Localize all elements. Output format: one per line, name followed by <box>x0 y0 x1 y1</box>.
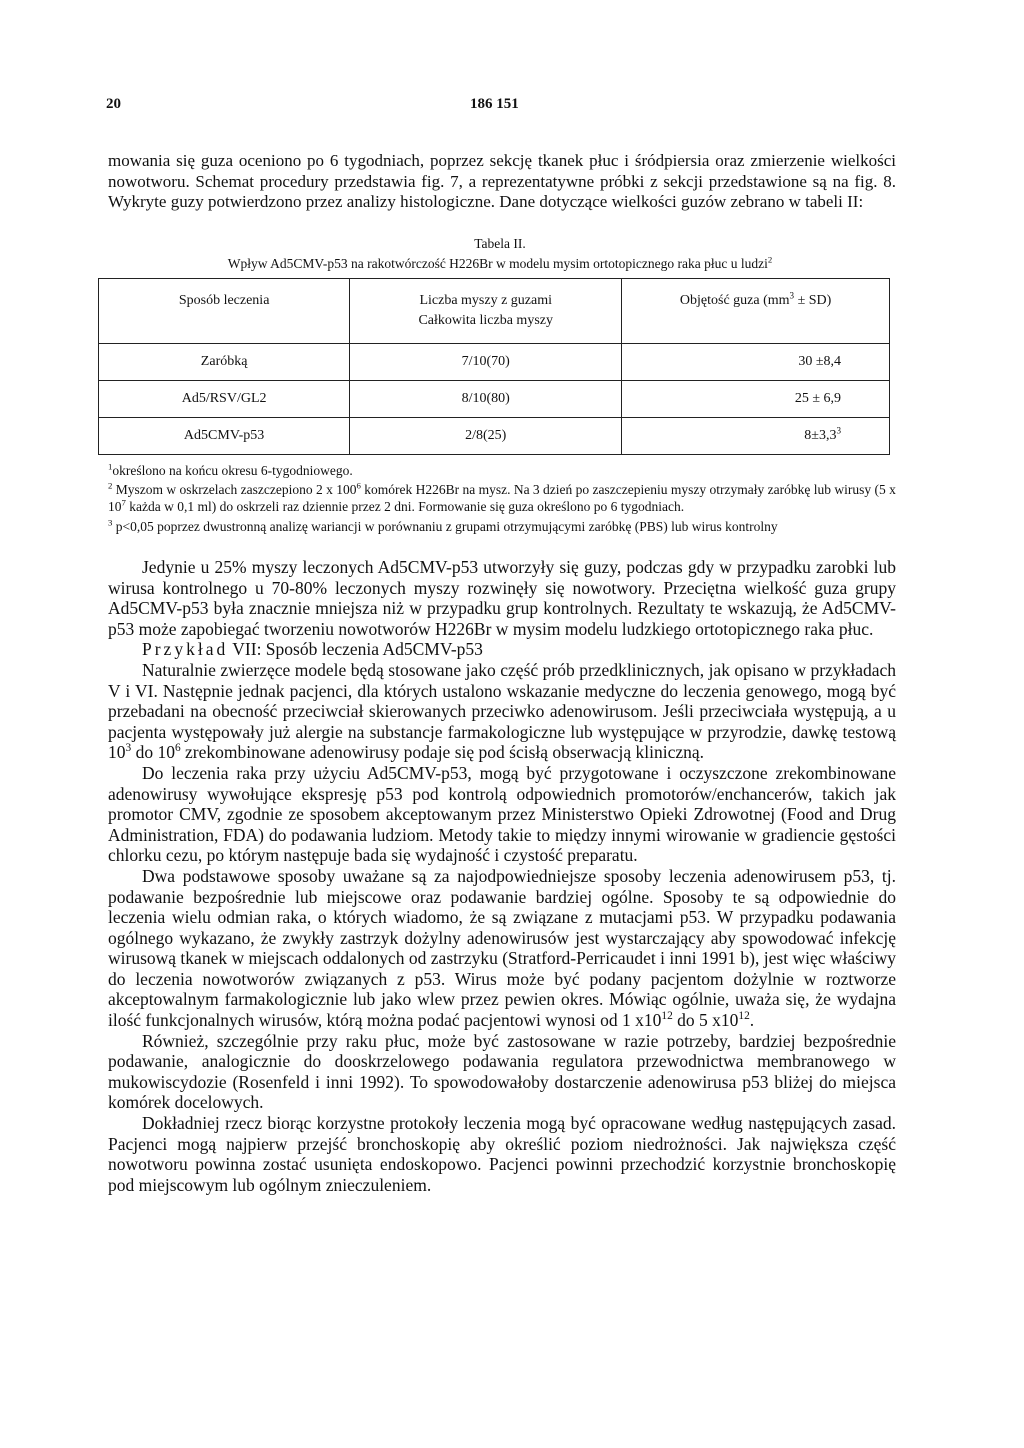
paragraph: Dokładniej rzecz biorąc korzystne protokoły leczenia mogą być opracowane według następujących zasad. Pacjenci mogą najpierw przejść bronchoskopię aby określić poziom niedrożności. Jak największa część nowotworu powinna zostać usunięta endoskopowo. Pacjenci powinni przechodzić korzystnie bronchoskopię pod miejscowym lub ogólnym znieczuleniem. <box>108 1113 896 1195</box>
footnote-sup: 6 <box>356 480 361 491</box>
paragraph-text: Dwa podstawowe sposoby uważane są za najodpowiedniejsze sposoby leczenia adenowirusem p53, tj. podawanie bezpośrednie lub miejscowe oraz podawanie bardziej ogólne. Sposoby te są odpowiednie do leczenia wielu odmian raka, o których wiadomo, że są związane z mutacjami p53. W przypadku podawania ogólnego wykazano, że zwykły zastrzyk dożylny adenowirusów jest wystarczający aby spowodować infekcję wirusową tkanek w miejscach oddalonych od zastrzyku (Stratford-Perricaudet i inni 1991 b), jest więc właściwy do leczenia nowotworów związanych z p53. Wirus może być podany pacjentom dożylnie w roztworze akceptowalnym farmakologicznie lub jako wlew przez pewien okres. Mówiąc ogólnie, uważa się, że wydajna ilość funkcjonalnych wirusów, którą można podać pacjentowi wynosi od 1 x10 <box>108 865 896 1031</box>
cell-count: 2/8(25) <box>350 418 622 455</box>
footnote-text: p<0,05 poprzez dwustronną analizę wariancji w porównaniu z grupami otrzymującymi zaróbkę (PBS) lub wirus kontrolny <box>115 519 778 534</box>
footnote-text: Myszom w oskrzelach zaszczepiono 2 x 100 <box>115 482 357 497</box>
footnote-mark: 3 <box>108 517 113 528</box>
cell-treatment: Ad5CMV-p53 <box>99 418 350 455</box>
paragraph-text: Naturalnie zwierzęce modele będą stosowane jako część prób przedklinicznych, jak opisano w przykładach V i VI. Następnie jednak pacjenci, dla których ustalono wskazanie medyczne do leczenia genowego, mogą być przebadani na obecność przeciwciał skierowanych przeciwko adenowirusom. Jeśli przeciwciała występują, a u pacjenta występowały już alergie na substancje farmakologiczne lub występujące w przyrodzie, dawkę testową 10 <box>108 659 896 763</box>
cell-count: 8/10(80) <box>350 381 622 418</box>
header-volume-suffix: ± SD) <box>794 293 832 308</box>
table-caption <box>106 256 894 272</box>
paragraph <box>108 660 896 763</box>
header-volume-sup: 3 <box>789 290 795 301</box>
header-mice-count <box>350 279 622 344</box>
paragraph: Do leczenia raka przy użyciu Ad5CMV-p53, mogą być przygotowane i oczyszczone zrekombinowane adenowirusy wywołujące ekspresję p53 pod kontrolą odpowiednich promotorów/enchancerów, takich jak promotor CMV, zgodnie ze sposobem akceptowanym przez Ministerstwo Opieki Zdrowotnej (Food and Drug Administration, FDA) do podawania ludziom. Metody takie to między innymi wirowanie w gradiencie gęstości chlorku cezu, po którym następuje bada się wydajność i czystość preparatu. <box>108 762 896 866</box>
cell-volume <box>622 418 890 455</box>
exponent: 12 <box>661 1010 673 1023</box>
exponent: 12 <box>738 1010 750 1023</box>
table-caption-footnote-mark: 2 <box>767 254 773 265</box>
example-label: Przykład <box>142 639 229 660</box>
paragraph <box>108 866 896 1031</box>
cell-count: 7/10(70) <box>350 344 622 381</box>
intro-paragraph: mowania się guza oceniono po 6 tygodniach, poprzez sekcję tkanek płuc i śródpiersia oraz zmierzenie wielkości nowotworu. Schemat procedury przedstawia fig. 7, a reprezentatywne próbki z sekcji przedstawione są na fig. 8. Wykryte guzy potwierdzono przez analizy histologiczne. Dane dotyczące wielkości guzów zebrano w tabeli II: <box>108 151 896 211</box>
cell-volume-value: 25 ± 6,9 <box>794 391 841 406</box>
cell-treatment: Zaróbką <box>99 344 350 381</box>
footnote-text: komórek H226Br na mysz. Na 3 dzień po zaszczepieniu myszy otrzymały zaróbkę lub wirusy (5 x 10 <box>108 482 896 514</box>
cell-volume-value: 8±3,3 <box>804 428 837 443</box>
paragraph-text: do 10 <box>131 742 175 763</box>
paragraph-text: do 5 x10 <box>672 1010 739 1031</box>
paragraph: Jedynie u 25% myszy leczonych Ad5CMV-p53 utworzyły się guzy, podczas gdy w przypadku zarobki lub wirusa kontrolnego u 70-80% leczonych myszy rozwinęły się nowotwory. Przeciętna wielkość guza grupy Ad5CMV-p53 była znacznie mniejsza niż w przypadku grup kontrolnych. Rezultaty te wskazują, że Ad5CMV-p53 może zapobiegać tworzeniu nowotworów H226Br w mysim modelu ludzkiego ortotopicznego raka płuc. <box>108 557 896 639</box>
cell-volume <box>622 344 890 381</box>
table-row <box>99 418 890 455</box>
results-table <box>98 278 890 455</box>
footnote-1 <box>108 462 896 479</box>
header-treatment: Sposób leczenia <box>99 279 350 344</box>
cell-volume-value: 30 ±8,4 <box>798 354 841 369</box>
cell-volume <box>622 381 890 418</box>
table-header-row <box>99 279 890 344</box>
page-number: 20 <box>106 96 121 112</box>
footnote-3 <box>108 518 896 535</box>
table-caption-text: Wpływ Ad5CMV-p53 na rakotwórczość H226Br w modelu mysim ortotopicznego raka płuc u ludzi <box>227 256 768 271</box>
cell-volume-footnote-mark: 3 <box>836 425 841 436</box>
exponent: 6 <box>174 742 181 755</box>
header-mice-count-line2: Całkowita liczba myszy <box>418 313 553 328</box>
paragraph-text: . <box>749 1010 755 1031</box>
paragraph-text: zrekombinowane adenowirusy podaje się pod ścisłą obserwacją kliniczną. <box>180 742 704 763</box>
cell-treatment: Ad5/RSV/GL2 <box>99 381 350 418</box>
example-heading <box>108 639 896 660</box>
paragraph: Również, szczególnie przy raku płuc, może być zastosowane w razie potrzeby, bardziej bezpośrednie podawanie, analogicznie do dooskrzelowego podawania regulatora przewodnictwa membranowego w mukowiscydozie (Rosenfeld i inni 1992). To spowodowałoby dostarczenie adenowirusa p53 bliżej do miejsca komórek docelowych. <box>108 1030 896 1113</box>
footnote-2 <box>108 481 896 515</box>
exponent: 3 <box>125 742 132 755</box>
footnote-text: każda w 0,1 ml) do oskrzeli raz dziennie przez 2 dni. Formowanie się guza określono po 6 tygodniach. <box>125 499 685 514</box>
patent-number: 186 151 <box>470 96 519 112</box>
table-row <box>99 344 890 381</box>
footnote-sup: 7 <box>121 497 126 508</box>
page-header <box>106 96 918 116</box>
table-row <box>99 381 890 418</box>
header-volume-text: Objętość guza (mm <box>679 293 790 308</box>
body-text <box>108 557 896 1195</box>
header-tumor-volume <box>622 279 890 344</box>
footnote-mark: 1 <box>108 461 113 472</box>
footnote-mark: 2 <box>108 480 113 491</box>
header-mice-count-line1: Liczba myszy z guzami <box>419 293 553 308</box>
table-label: Tabela II. <box>474 236 526 251</box>
example-title: VII: Sposób leczenia Ad5CMV-p53 <box>228 639 483 660</box>
footnote-text: określono na końcu okresu 6-tygodniowego. <box>112 463 353 478</box>
